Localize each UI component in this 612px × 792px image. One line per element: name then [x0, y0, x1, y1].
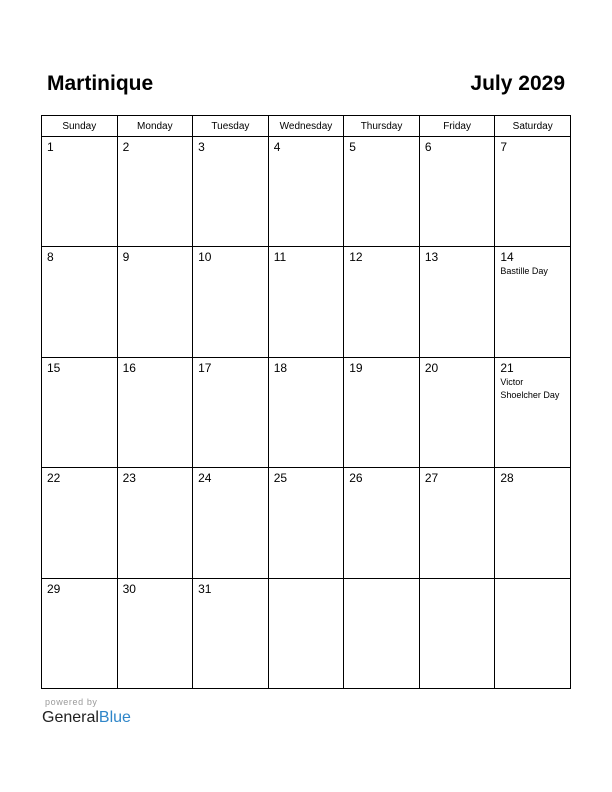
day-number: 12: [349, 250, 363, 265]
month-year-title: July 2029: [470, 72, 565, 95]
day-number: 27: [424, 471, 439, 486]
day-cell: [419, 357, 495, 467]
weekday-header-row: [42, 116, 571, 137]
day-cell: [344, 247, 420, 357]
weekday-header: Wednesday: [268, 116, 344, 137]
day-cell: [344, 468, 420, 578]
day-number: 5: [349, 140, 356, 154]
week-row: [42, 137, 571, 247]
day-cell: [344, 357, 420, 467]
day-number: 7: [500, 140, 508, 154]
day-cell: [419, 247, 495, 357]
day-number: 25: [273, 471, 288, 486]
day-cell: [42, 578, 118, 688]
day-cell: [193, 357, 269, 467]
day-number: 2: [122, 140, 130, 154]
day-number: 11: [273, 250, 287, 265]
day-number: 16: [122, 360, 136, 375]
day-cell: [42, 137, 118, 247]
day-cell: [117, 468, 193, 578]
day-cell: [42, 468, 118, 578]
day-cell: [117, 578, 193, 688]
day-cell: [117, 357, 193, 467]
day-number: 31: [198, 581, 212, 596]
day-cell: [495, 247, 571, 357]
week-row: [42, 468, 571, 578]
day-cell: [193, 137, 269, 247]
day-cell: [42, 357, 118, 467]
day-cell: [268, 578, 344, 688]
day-cell: [495, 578, 571, 688]
day-number: 28: [500, 471, 514, 486]
day-cell: [344, 578, 420, 688]
day-number: 1: [47, 140, 54, 154]
day-number: 18: [273, 360, 288, 375]
week-row: [42, 357, 571, 467]
weekday-header: Tuesday: [193, 116, 269, 137]
day-cell: [193, 578, 269, 688]
holiday-label: Victor Shoelcher Day: [500, 376, 560, 400]
day-cell: [419, 137, 495, 247]
logo-general-text: General: [42, 709, 99, 726]
day-cell: [419, 578, 495, 688]
weekday-header: Friday: [419, 116, 495, 137]
weekday-header: Saturday: [495, 116, 571, 137]
day-number: 13: [424, 250, 439, 265]
day-cell: [344, 137, 420, 247]
day-cell: [268, 137, 344, 247]
day-number: 14: [500, 250, 514, 265]
day-cell: [193, 247, 269, 357]
weekday-header: Thursday: [344, 116, 420, 137]
day-cell: [268, 468, 344, 578]
day-cell: [117, 137, 193, 247]
weekday-header: Monday: [117, 116, 193, 137]
day-cell: [268, 357, 344, 467]
day-number: 22: [47, 471, 61, 486]
day-number: 21: [500, 360, 514, 375]
day-cell: [193, 468, 269, 578]
day-number: 9: [122, 250, 130, 265]
day-cell: [419, 468, 495, 578]
day-cell: [268, 247, 344, 357]
calendar-grid: [41, 115, 571, 689]
country-title: Martinique: [47, 72, 154, 95]
day-number: 6: [424, 140, 432, 154]
day-number: 26: [349, 471, 363, 486]
day-number: 17: [198, 360, 212, 375]
powered-by-label: powered by: [45, 697, 98, 707]
logo-blue-text: Blue: [98, 709, 131, 726]
weekday-header: Sunday: [42, 116, 118, 137]
day-number: 19: [349, 360, 363, 375]
holiday-label: Bastille Day: [500, 266, 548, 277]
day-cell: [495, 357, 571, 467]
day-number: 23: [122, 471, 136, 486]
week-row: [42, 578, 571, 688]
day-cell: [495, 137, 571, 247]
day-number: 15: [47, 360, 61, 375]
generalblue-logo: [42, 708, 131, 728]
day-number: 4: [273, 140, 281, 154]
day-number: 24: [198, 471, 212, 486]
day-number: 3: [198, 140, 205, 154]
day-number: 10: [198, 250, 212, 265]
day-number: 30: [122, 581, 136, 596]
day-number: 20: [424, 360, 439, 375]
day-number: 29: [47, 581, 61, 596]
day-number: 8: [47, 250, 54, 265]
day-cell: [117, 247, 193, 357]
day-cell: [495, 468, 571, 578]
day-cell: [42, 247, 118, 357]
week-row: [42, 247, 571, 357]
